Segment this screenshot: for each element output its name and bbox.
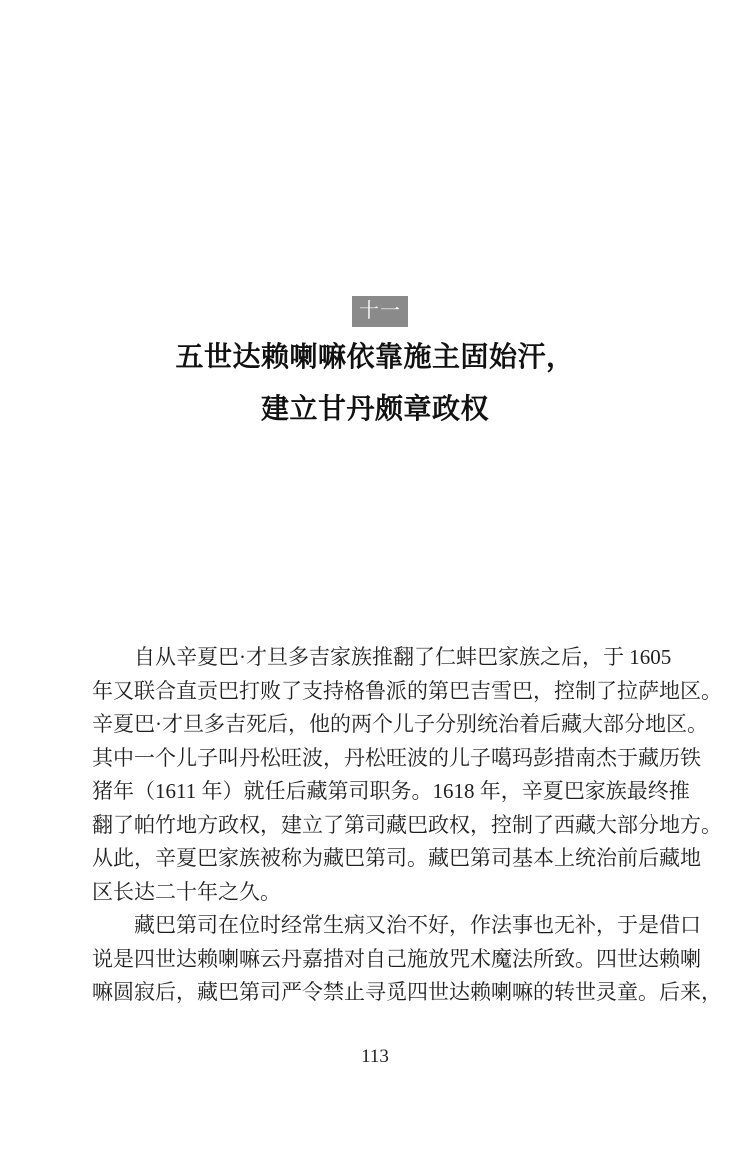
paragraph-2-line-1: 藏巴第司在位时经常生病又治不好，作法事也无补，于是借口	[134, 913, 701, 937]
paragraph-2-line-3: 嘛圆寂后，藏巴第司严令禁止寻觅四世达赖喇嘛的转世灵童。后来，	[92, 980, 722, 1004]
paragraph-1-line-8: 区长达二十年之久。	[92, 879, 281, 904]
paragraph-1-line-4: 其中一个儿子叫丹松旺波，丹松旺波的儿子噶玛彭措南杰于藏历铁	[92, 745, 701, 770]
chapter-number-badge: 十一	[352, 296, 408, 327]
paragraph-1-line-2: 年又联合直贡巴打败了支持格鲁派的第巴吉雪巴，控制了拉萨地区。	[92, 678, 722, 703]
paragraph-1-line-5: 猪年（1611 年）就任后藏第司职务。1618 年，辛夏巴家族最终推	[92, 779, 690, 803]
page-number: 113	[361, 1046, 389, 1067]
chapter-title-line-1: 五世达赖喇嘛依靠施主固始汗，	[175, 342, 575, 373]
paragraph-1-line-1: 自从辛夏巴·才旦多吉家族推翻了仁蚌巴家族之后，于 1605	[134, 645, 672, 669]
paragraph-1-line-6: 翻了帕竹地方政权，建立了第司藏巴政权，控制了西藏大部分地方。	[92, 812, 722, 837]
paragraph-1	[92, 641, 722, 909]
paragraph-1-line-7: 从此，辛夏巴家族被称为藏巴第司。藏巴第司基本上统治前后藏地	[92, 846, 701, 870]
chapter-title-line-2: 建立甘丹颇章政权	[260, 394, 489, 425]
paragraph-2	[92, 909, 722, 1010]
body-text	[92, 641, 722, 1010]
paragraph-1-line-3: 辛夏巴·才旦多吉死后，他的两个儿子分别统治着后藏大部分地区。	[92, 712, 708, 736]
paragraph-2-line-2: 说是四世达赖喇嘛云丹嘉措对自己施放咒术魔法所致。四世达赖喇	[92, 946, 701, 971]
